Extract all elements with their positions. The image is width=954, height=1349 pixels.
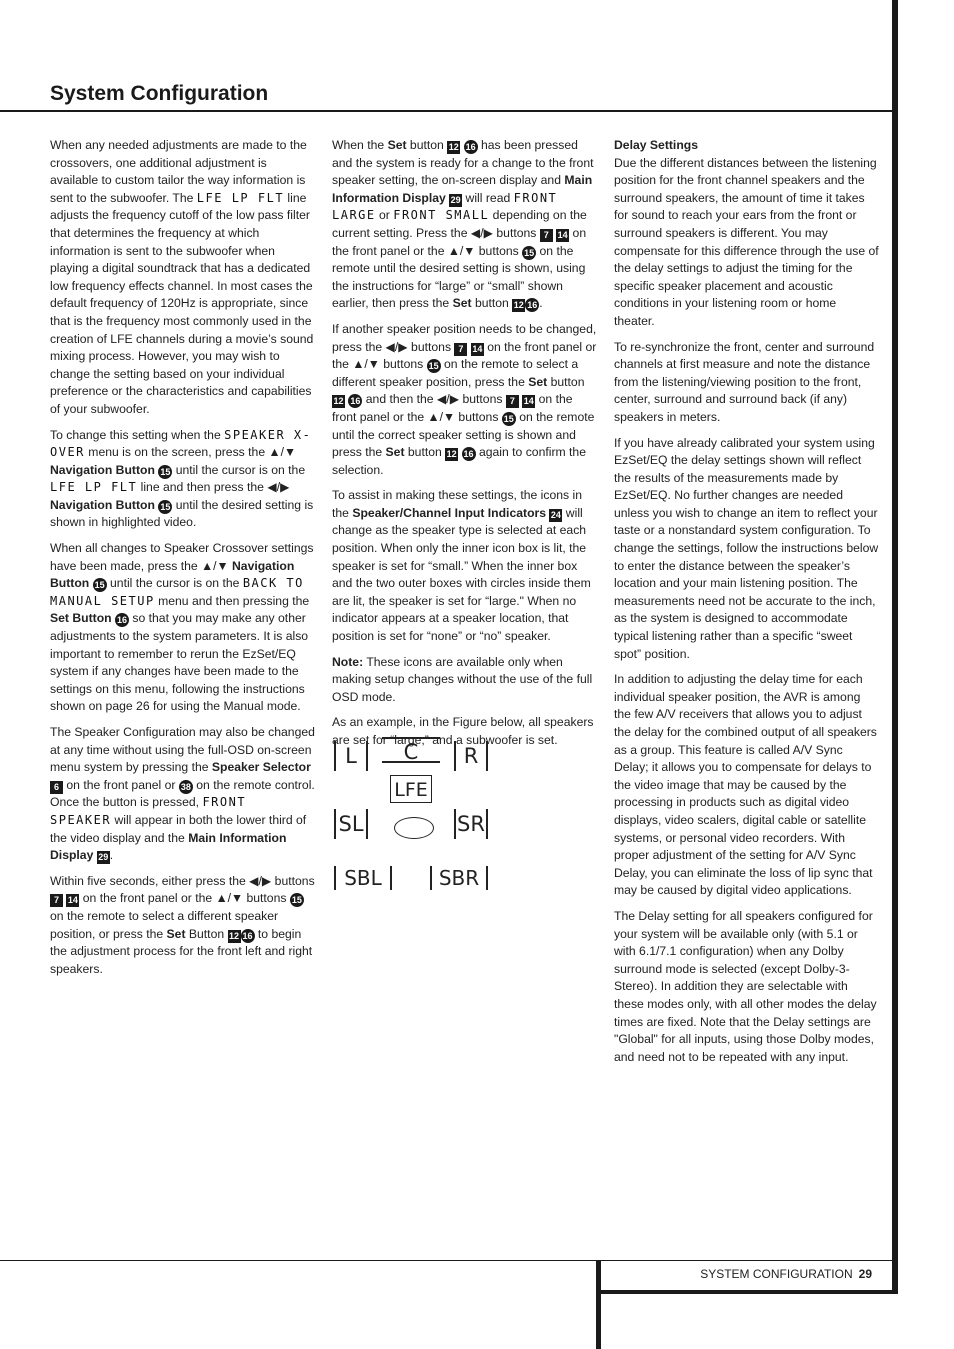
callout-number: 24 <box>550 509 561 520</box>
page-number: 29 <box>858 1267 872 1281</box>
arrow-icon: ◀/▶ <box>267 480 290 495</box>
paragraph: If you have already calibrated your system using EzSet/EQ the delay settings shown will reflect the results of the measurements made by EzSet/EQ. No further changes are needed unless you wish to change an item to reflect your taste or a nonstandard system configuration. To change the settings, follow the instructions below to enter the distance between the speaker’s location and your main listening position. The measurements need not be accurate to the inch, as the system is designed to accommodate typical listening rather than a specific “sweet spot” position. <box>614 435 879 661</box>
osd-text: LFE LP FLT <box>50 480 138 495</box>
callout-number: 15 <box>524 247 535 258</box>
callout-number: 38 <box>180 781 191 792</box>
column-2 <box>332 137 597 758</box>
callout-number: 7 <box>50 894 63 907</box>
paragraph: In addition to adjusting the delay time for each individual speaker position, the AVR is among the few A/V receivers that allows you to adjust the delay for the combined output of all speakers as a group. This feature is called A/V Sync Delay; it allows you to compensate for delays to the video image that may be caused by the processing in products such as digital video displays, video scalers, digital cable or satellite systems, or personal video recorders. With proper adjustment of the setting for A/V Sync Delay, you can eliminate the loss of lip sync that may be caused by digital video applications. <box>614 672 877 898</box>
callout-number: 7 <box>454 343 467 356</box>
arrow-icon: ▲/▼ <box>447 243 476 258</box>
osd-text: SPEAKER X-OVER <box>50 427 312 460</box>
osd-text: FRONT LARGE <box>332 190 558 223</box>
paragraph: To change this setting when the SPEAKER X-OVER menu is on the screen, press the ▲/▼ Navigation Button 15 until the cursor is on the LFE LP FLT line and then press the ◀/▶ Navigation Button 15 until the desired setting is shown in highlighted video. <box>50 427 314 530</box>
paragraph: To assist in making these settings, the icons in the Speaker/Channel Input Indicators 24 will change as the speaker type is selected at each position. When only the inner icon box is lit, the speaker is set for “small.” When the inner box and the two outer boxes with circles inside them are lit, the speaker is set for “large." When no indicator appears at a speaker location, that position is set for “none” or “no” speaker. <box>332 488 591 644</box>
footer-rule <box>0 1260 894 1261</box>
callout-number: 16 <box>463 449 474 460</box>
arrow-icon: ◀/▶ <box>385 339 408 354</box>
arrow-icon: ◀/▶ <box>436 392 460 407</box>
speaker-LFE: LFE <box>390 775 432 803</box>
osd-text: LFE LP FLT <box>196 190 285 205</box>
callout-number: 7 <box>540 229 553 242</box>
speaker-L: L <box>334 741 368 771</box>
callout-number: 12 <box>333 396 344 407</box>
osd-text: FRONT SMALL <box>393 208 490 223</box>
column-3 <box>614 137 879 1074</box>
callout-number: 15 <box>94 580 105 591</box>
osd-text: FRONT SPEAKER <box>50 795 247 827</box>
speaker-C: C <box>382 737 440 763</box>
title-rule <box>0 110 894 112</box>
paragraph: The Speaker Configuration may also be changed at any time without using the full-OSD on-screen menu system by pressing the Speaker Selector 6 on the front panel or 38 on the remote control. Once the button is pressed, FRONT SPEAKER will appear in both the lower third of the video display and the Main Information Display 29 . <box>50 725 315 863</box>
paragraph: Due the different distances between the listening position for the front channel speakers and the surround speakers, the amount of time it takes for sound to reach your ears from the front or surround speakers is different. You may compensate for this difference through the use of the delay settings to adjust the timing for the specific speaker placement and acoustic conditions in your listening room or home theater. <box>614 155 879 328</box>
callout-number: 14 <box>67 895 78 906</box>
callout-number: 7 <box>506 395 519 408</box>
page-title: System Configuration <box>50 82 269 105</box>
paragraph: If another speaker position needs to be changed, press the ◀/▶ buttons 7 14 on the front panel or the ▲/▼ buttons 15 on the remote to select a different speaker position, press the Set button 12 16 and then the ◀/▶ buttons 7 14 on the front panel or the ▲/▼ buttons 15 on the remote until the correct speaker setting is shown and press the Set button 12 16 again to confirm the selection. <box>332 321 597 477</box>
arrow-icon: ▲/▼ <box>352 357 380 372</box>
callout-number: 16 <box>350 396 361 407</box>
callout-number: 16 <box>527 300 538 311</box>
footer <box>600 1267 872 1281</box>
paragraph: The Delay setting for all speakers configured for your system will be available only (with 5.1 or with 6.1/7.1 configuration) when any Dolby surround mode is selected (except Dolby-3-Stereo). In addition they are selectable with these modes only, with all other modes the delay times are fixed. Note that the Delay settings are "Global" for all inputs, using those Dolby modes, and need not to be repeated with any input. <box>614 908 877 1064</box>
speaker-indicator-diagram <box>332 735 492 895</box>
paragraph: When all changes to Speaker Crossover settings have been made, press the ▲/▼ Navigation Button 15 until the cursor is on the BACK TO MANUAL SETUP menu and then pressing the Set Button 16 so that you may make any other adjustments to the system parameters. It is also important to remember to rerun the EzSet/EQ system if any changes have been made to the settings on this menu, following the instructions shown on page 26 for using the Manual mode. <box>50 541 314 714</box>
callout-number: 12 <box>513 300 524 311</box>
callout-number: 15 <box>160 466 171 477</box>
callout-number: 12 <box>448 142 459 152</box>
callout-number: 15 <box>160 501 171 512</box>
callout-number: 15 <box>291 895 302 906</box>
arrow-icon: ▲/▼ <box>201 558 229 573</box>
callout-number: 16 <box>242 930 253 941</box>
arrow-icon: ▲/▼ <box>427 409 456 424</box>
section-heading: Delay Settings <box>614 138 698 152</box>
right-edge-bar <box>892 0 898 1294</box>
callout-number: 14 <box>557 229 568 240</box>
footer-bar-horizontal <box>601 1290 898 1294</box>
callout-number: 14 <box>472 343 483 354</box>
speaker-SR: SR <box>454 809 488 839</box>
callout-number: 12 <box>446 449 457 460</box>
callout-number: 16 <box>465 142 476 152</box>
paragraph: Within five seconds, either press the ◀/▶ buttons 7 14 on the front panel or the ▲/▼ buttons 15 on the remote to select a different speaker position, or press the Set Button 12 16 to begin the adjustment process for the front left and right speakers. <box>50 873 315 976</box>
speaker-R: R <box>454 741 488 771</box>
arrow-icon: ▲/▼ <box>268 445 297 460</box>
footer-section: SYSTEM CONFIGURATION <box>700 1267 853 1281</box>
callout-number: 6 <box>50 781 63 794</box>
speaker-SBR: SBR <box>430 866 488 890</box>
paragraph: When any needed adjustments are made to the crossovers, one additional adjustment is available to custom tailor the way information is sent to the subwoofer. The LFE LP FLT line adjusts the frequency cutoff of the low pass filter that determines the frequency at which information is sent to the subwoofer when playing a digital soundtrack that has a dedicated low frequency effects channel. In most cases the default frequency of 120Hz is appropriate, since that is the frequency most commonly used in the creation of LFE channels during a movie’s sound mixing process. However, you may wish to change the setting based on your individual preference or the characteristics and capabilities of your subwoofer. <box>50 138 314 416</box>
paragraph: To re-synchronize the front, center and surround channels at first measure and note the distance from the listening/viewing position to the front, center, surround and surround back (if any) speakers in meters. <box>614 339 875 424</box>
callout-number: 15 <box>428 361 439 372</box>
listener-icon <box>394 817 434 839</box>
callout-number: 29 <box>98 852 109 863</box>
callout-number: 14 <box>523 396 534 407</box>
arrow-icon: ◀/▶ <box>470 225 494 240</box>
speaker-SL: SL <box>334 809 368 839</box>
callout-number: 16 <box>116 615 127 626</box>
paragraph: Note: These icons are available only when making setup changes without the use of the full OSD mode. <box>332 654 593 704</box>
callout-number: 12 <box>229 930 240 941</box>
osd-text: BACK TO MANUAL SETUP <box>50 576 304 608</box>
callout-number: 15 <box>503 413 514 424</box>
column-1 <box>50 137 315 986</box>
paragraph: As an example, in the Figure below, all speakers are set for “large,” and a subwoofer is set. <box>332 715 594 747</box>
callout-number: 29 <box>450 194 461 205</box>
speaker-SBL: SBL <box>334 866 392 890</box>
arrow-icon: ◀/▶ <box>249 873 272 888</box>
paragraph: When the Set button 12 16 has been pressed and the system is ready for a change to the front speaker setting, the on-screen display and Main Information Display 29 will read FRONT LARGE or FRONT SMALL depending on the current setting. Press the ◀/▶ buttons 7 14 on the front panel or the ▲/▼ buttons 15 on the remote until the desired setting is shown, using the instructions for “large” or “small” shown earlier, then press the Set button 12 16 . <box>332 138 594 311</box>
arrow-icon: ▲/▼ <box>215 891 244 906</box>
